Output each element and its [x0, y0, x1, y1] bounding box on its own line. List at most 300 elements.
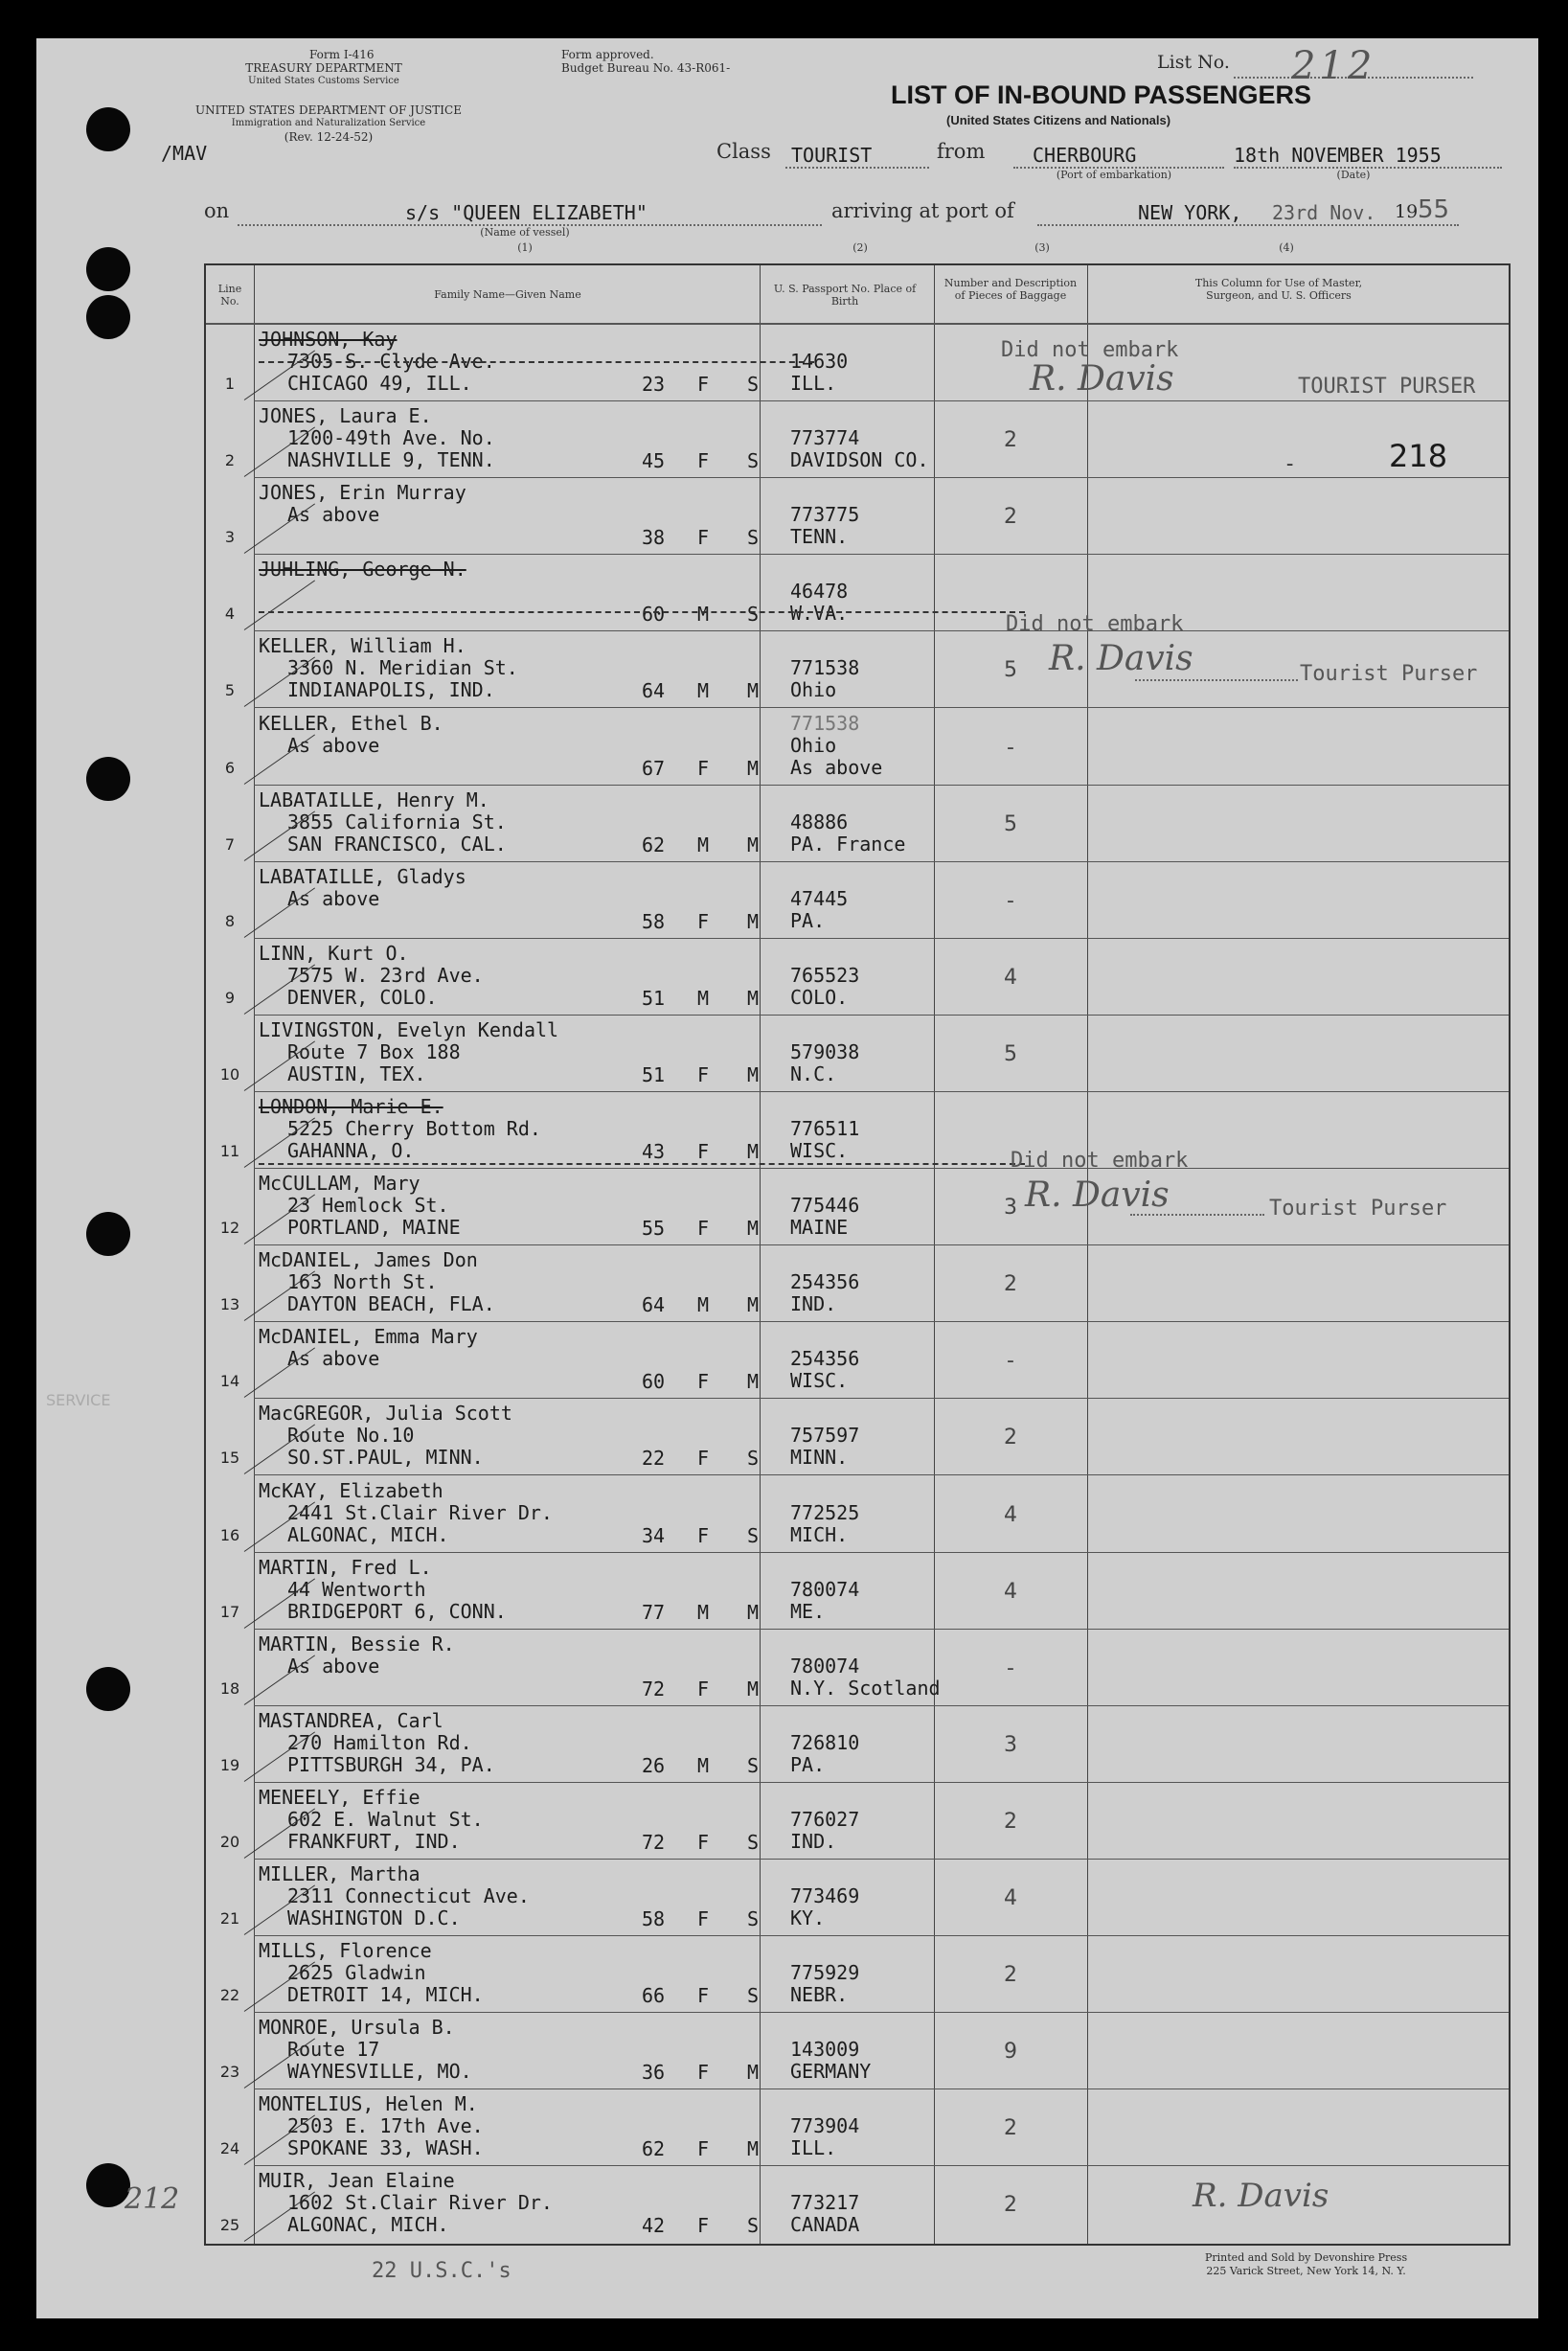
passenger-name-address — [259, 405, 495, 471]
vessel-caption: (Name of vessel) — [480, 226, 570, 239]
marital-status: S — [747, 449, 760, 473]
baggage-count: 2 — [1004, 2116, 1017, 2141]
place-of-birth — [790, 635, 859, 657]
strike-dash-row-11 — [259, 1163, 1025, 1165]
line-number: 15 — [219, 1449, 240, 1468]
age: 77 — [642, 1600, 666, 1624]
passport-number: 48886 — [790, 810, 849, 833]
passport-birthplace — [790, 2170, 859, 2236]
passport-number: 757597 — [790, 1424, 860, 1448]
address-line: As above — [287, 733, 380, 757]
baggage-count: 2 — [1004, 1426, 1017, 1450]
place-of-birth: MINN. — [790, 1446, 849, 1470]
baggage-count: - — [1007, 1655, 1014, 1680]
table-row — [206, 1399, 1509, 1474]
address-line: As above — [287, 1654, 380, 1678]
sex: F — [697, 909, 710, 933]
place-of-birth: DAVIDSON CO. — [790, 448, 929, 472]
line-number: 13 — [219, 1295, 240, 1314]
sex: F — [697, 1907, 710, 1930]
address-line: 5225 Cherry Bottom Rd. — [287, 1117, 541, 1140]
justice-block — [194, 103, 463, 144]
line-number: 9 — [224, 988, 236, 1007]
age: 60 — [642, 1370, 666, 1394]
passenger-name: KELLER, Ethel B. — [259, 711, 443, 735]
age: 72 — [642, 1830, 666, 1854]
form-agency-block — [194, 48, 453, 88]
address-line: 1200-49th Ave. No. — [287, 426, 495, 450]
list-no-label: List No. — [1157, 52, 1230, 73]
address-line: AUSTIN, TEX. — [287, 1061, 426, 1085]
arrival-port-line — [1037, 224, 1459, 226]
from-label: from — [937, 140, 986, 163]
passenger-name: MILLER, Martha — [259, 1862, 420, 1885]
passenger-name: MENEELY, Effie — [259, 1785, 420, 1809]
line-number: 5 — [224, 681, 236, 700]
address-line: BRIDGEPORT 6, CONN. — [287, 1599, 507, 1623]
marital-status: S — [747, 1830, 760, 1854]
passport-birthplace — [790, 2017, 871, 2083]
place-of-birth — [790, 1326, 859, 1348]
marital-status: M — [747, 679, 760, 703]
address-line: As above — [287, 1347, 380, 1371]
place-of-birth — [790, 1403, 859, 1425]
sex: M — [697, 1600, 710, 1624]
passport-number: 254356 — [790, 1270, 860, 1294]
passenger-name: MILLS, Florence — [259, 1939, 432, 1963]
table-row — [206, 1322, 1509, 1398]
place-of-birth: 771538 — [790, 711, 860, 735]
place-of-birth: ILL. — [790, 2136, 837, 2160]
marital-status: S — [747, 526, 760, 550]
line-number: 7 — [224, 834, 236, 854]
purser-row-1: TOURIST PURSER — [1298, 375, 1476, 399]
address-line — [259, 1678, 455, 1700]
baggage-count: - — [1007, 888, 1014, 913]
marital-status: M — [747, 1600, 760, 1624]
baggage-count: 4 — [1004, 965, 1017, 990]
passport-birthplace — [790, 2093, 859, 2159]
place-of-birth: IND. — [790, 1292, 837, 1316]
printer-line-2: 225 Varick Street, New York 14, N. Y. — [1206, 2265, 1406, 2277]
age: 58 — [642, 909, 666, 933]
passport-number: 773904 — [790, 2114, 860, 2138]
sex: M — [697, 833, 710, 856]
place-of-birth: IND. — [790, 1829, 837, 1853]
passenger-name-address — [259, 1173, 461, 1239]
sex: F — [697, 1062, 710, 1086]
passenger-name-address — [259, 1096, 541, 1162]
line-number: 22 — [219, 1986, 240, 2005]
port-caption: (Port of embarkation) — [1056, 169, 1172, 181]
place-of-birth: MICH. — [790, 1522, 849, 1546]
customs-service: United States Customs Service — [248, 76, 399, 86]
sex: F — [697, 2214, 710, 2238]
line-number: 24 — [219, 2139, 240, 2158]
line-number: 3 — [224, 528, 236, 547]
address-line: 2441 St.Clair River Dr. — [287, 1500, 553, 1524]
form-approved: Form approved. — [561, 48, 654, 61]
revision-date: (Rev. 12-24-52) — [284, 130, 374, 144]
age: 62 — [642, 833, 666, 856]
marital-status: S — [747, 1753, 760, 1777]
line-number: 18 — [219, 1678, 240, 1698]
address-line: 602 E. Walnut St. — [287, 1807, 484, 1831]
table-row — [206, 709, 1509, 785]
address-line: WASHINGTON D.C. — [287, 1906, 461, 1929]
baggage-count: 2 — [1004, 428, 1017, 453]
sex: F — [697, 1370, 710, 1394]
sex: M — [697, 679, 710, 703]
sex: M — [697, 603, 710, 627]
punch-hole — [86, 1212, 130, 1256]
marital-status: S — [747, 2214, 760, 2238]
signature-row-1: R. Davis — [1030, 359, 1174, 399]
budget-bureau: Budget Bureau No. 43-R061- — [561, 61, 731, 75]
passport-number: 773774 — [790, 426, 860, 450]
passenger-name: McKAY, Elizabeth — [259, 1478, 443, 1502]
place-of-birth: N.C. — [790, 1061, 837, 1085]
date-caption: (Date) — [1336, 169, 1371, 181]
baggage-count: - — [1007, 1349, 1014, 1374]
address-line: 2625 Gladwin — [287, 1961, 426, 1985]
place-of-birth: COLO. — [790, 985, 849, 1009]
margin-note: 212 — [125, 2182, 180, 2216]
passport-birthplace — [790, 1863, 859, 1929]
did-not-embark-row-1: Did not embark — [1001, 338, 1179, 362]
passenger-name-address — [259, 482, 466, 548]
purser-row-4-dots — [1135, 679, 1298, 681]
signature-row-11: R. Davis — [1025, 1176, 1170, 1215]
sex: F — [697, 1447, 710, 1471]
age: 45 — [642, 449, 666, 473]
marital-status: M — [747, 909, 760, 933]
address-line: 270 Hamilton Rd. — [287, 1730, 472, 1754]
treasury-department: TREASURY DEPARTMENT — [245, 61, 402, 75]
age: 58 — [642, 1907, 666, 1930]
table-row — [206, 862, 1509, 938]
age: 62 — [642, 2137, 666, 2161]
address-line: SO.ST.PAUL, MINN. — [287, 1446, 484, 1470]
address-line: PORTLAND, MAINE — [287, 1216, 461, 1240]
printer-block — [1205, 2251, 1407, 2278]
table-row — [206, 555, 1509, 630]
col-header-name: Family Name—Given Name — [434, 288, 581, 301]
passport-birthplace — [790, 1940, 859, 2006]
passenger-name: LABATAILLE, Gladys — [259, 864, 466, 888]
approval-block — [561, 48, 730, 75]
passenger-name: JONES, Laura E. — [259, 404, 432, 428]
passport-number: Ohio — [790, 733, 837, 757]
class-label: Class — [716, 140, 771, 163]
baggage-count: 9 — [1004, 2040, 1017, 2065]
marital-status: M — [747, 2137, 760, 2161]
passport-number: 14630 — [790, 350, 849, 373]
on-label: on — [204, 199, 230, 222]
place-of-birth: N.Y. Scotland — [790, 1676, 941, 1700]
usc-note: 22 U.S.C.'s — [372, 2259, 511, 2283]
place-of-birth — [790, 1557, 859, 1579]
passenger-name-address — [259, 1633, 455, 1700]
passenger-name-address — [259, 2170, 553, 2236]
place-of-birth: TENN. — [790, 525, 849, 549]
passport-number: 726810 — [790, 1730, 860, 1754]
passport-number: 254356 — [790, 1347, 860, 1371]
passport-birthplace — [790, 866, 848, 932]
line-number: 12 — [219, 1219, 240, 1238]
passport-number: 765523 — [790, 963, 860, 987]
col-num-4: (4) — [1279, 241, 1294, 254]
table-row — [206, 1245, 1509, 1321]
marital-status: M — [747, 1140, 760, 1163]
passport-birthplace — [790, 1633, 941, 1700]
place-of-birth: NEBR. — [790, 1983, 849, 2007]
passport-birthplace — [790, 1557, 859, 1623]
address-line: GAHANNA, O. — [287, 1139, 415, 1162]
passport-number: 776511 — [790, 1117, 860, 1140]
printer-line-1: Printed and Sold by Devonshire Press — [1205, 2251, 1408, 2264]
age: 43 — [642, 1140, 666, 1163]
table-row — [206, 1476, 1509, 1552]
passenger-name: MacGREGOR, Julia Scott — [259, 1402, 512, 1426]
table-row — [206, 1553, 1509, 1629]
punch-hole — [86, 295, 130, 339]
place-of-birth: WISC. — [790, 1369, 849, 1393]
page-title: LIST OF IN-BOUND PASSENGERS — [891, 80, 1312, 109]
manifest-code: /MAV — [161, 142, 208, 165]
sex: F — [697, 2061, 710, 2085]
passenger-name: LONDON, Marie E. — [259, 1095, 443, 1118]
passenger-name: LABATAILLE, Henry M. — [259, 787, 489, 811]
passport-birthplace — [790, 1403, 859, 1469]
sex: F — [697, 1984, 710, 2008]
place-of-birth — [790, 1633, 941, 1655]
address-line — [259, 581, 466, 603]
baggage-count: 3 — [1004, 1732, 1017, 1757]
table-row — [206, 1092, 1509, 1168]
purser-row-4: Tourist Purser — [1300, 662, 1478, 686]
line-number: 4 — [224, 605, 236, 624]
passport-birthplace — [790, 1173, 859, 1239]
baggage-count: 5 — [1004, 1041, 1017, 1066]
passenger-name: McDANIEL, James Don — [259, 1248, 478, 1272]
address-line: ALGONAC, MICH. — [287, 2213, 449, 2237]
punch-hole — [86, 247, 130, 291]
passport-number: 773217 — [790, 2191, 860, 2215]
signature-footer: R. Davis — [1193, 2177, 1329, 2215]
passenger-name-address — [259, 866, 466, 932]
passport-birthplace — [790, 943, 859, 1009]
place-of-birth: KY. — [790, 1906, 826, 1929]
sex: F — [697, 526, 710, 550]
baggage-count: 5 — [1004, 811, 1017, 836]
ins-service: Immigration and Naturalization Service — [231, 118, 426, 128]
punch-hole — [86, 1667, 130, 1711]
passenger-name: JOHNSON, Kay — [259, 328, 398, 351]
marital-status: M — [747, 1293, 760, 1317]
place-of-birth — [790, 2093, 859, 2115]
address-line — [259, 526, 466, 548]
passenger-name-address — [259, 2093, 484, 2159]
col-num-1: (1) — [517, 241, 533, 254]
age: 36 — [642, 2061, 666, 2085]
marital-status: M — [747, 756, 760, 780]
purser-row-11-dots — [1130, 1214, 1264, 1216]
passenger-name: MARTIN, Bessie R. — [259, 1632, 455, 1655]
address-line: SPOKANE 33, WASH. — [287, 2136, 484, 2160]
passenger-name-address — [259, 2017, 472, 2083]
place-of-birth: ME. — [790, 1599, 826, 1623]
address-line: Route No.10 — [287, 1424, 415, 1448]
marital-status: M — [747, 1062, 760, 1086]
baggage-count: - — [1007, 735, 1014, 760]
line-number: 10 — [219, 1064, 240, 1084]
place-of-birth — [790, 482, 859, 504]
line-number: 21 — [219, 1909, 240, 1928]
passport-birthplace — [790, 789, 905, 856]
age: 38 — [642, 526, 666, 550]
place-of-birth: PA. — [790, 1752, 826, 1776]
embarkation-port: CHERBOURG — [1033, 144, 1137, 167]
place-of-birth — [790, 405, 929, 427]
passport-number: 773469 — [790, 1884, 860, 1907]
year-prefix: 19 — [1395, 201, 1419, 222]
list-number: 212 — [1291, 44, 1376, 88]
passport-birthplace — [790, 559, 848, 625]
passenger-name: JONES, Erin Murray — [259, 481, 466, 505]
baggage-count: 2 — [1004, 1963, 1017, 1988]
passport-number: 773775 — [790, 503, 860, 527]
line-number: 25 — [219, 2216, 240, 2235]
arrival-port: NEW YORK, — [1138, 201, 1242, 224]
address-line: 163 North St. — [287, 1270, 438, 1294]
place-of-birth — [790, 1940, 859, 1962]
year-suffix: 55 — [1418, 195, 1450, 224]
place-of-birth — [790, 2017, 871, 2039]
address-line: 44 Wentworth — [287, 1577, 426, 1601]
sex: F — [697, 2137, 710, 2161]
sex: F — [697, 756, 710, 780]
passport-number: 771538 — [790, 656, 860, 680]
passenger-manifest-page — [36, 38, 1538, 2318]
department-of-justice: UNITED STATES DEPARTMENT OF JUSTICE — [195, 103, 462, 117]
address-line: DETROIT 14, MICH. — [287, 1983, 484, 2007]
marital-status: M — [747, 833, 760, 856]
address-line: DENVER, COLO. — [287, 985, 438, 1009]
col-header-officers: This Column for Use of Master, Surgeon, and U. S. Officers — [1194, 277, 1363, 302]
table-row — [206, 1783, 1509, 1859]
table-row — [206, 1630, 1509, 1705]
table-row — [206, 1936, 1509, 2012]
vessel-name: s/s "QUEEN ELIZABETH" — [405, 201, 648, 224]
address-line: CHICAGO 49, ILL. — [287, 372, 472, 395]
marital-status: M — [747, 1677, 760, 1700]
marital-status: M — [747, 2061, 760, 2085]
passenger-name: MARTIN, Fred L. — [259, 1555, 432, 1579]
marital-status: S — [747, 1907, 760, 1930]
purser-row-11: Tourist Purser — [1269, 1197, 1447, 1221]
passport-birthplace — [790, 713, 882, 779]
line-number: 8 — [224, 911, 236, 930]
age: 51 — [642, 986, 666, 1010]
officer-dash: - — [1284, 452, 1297, 476]
address-line: FRANKFURT, IND. — [287, 1829, 461, 1853]
passenger-name: McDANIEL, Emma Mary — [259, 1325, 478, 1349]
table-row — [206, 478, 1509, 554]
marital-status: S — [747, 373, 760, 396]
sex: F — [697, 373, 710, 396]
age: 26 — [642, 1753, 666, 1777]
table-row — [206, 2013, 1509, 2089]
address-line: WAYNESVILLE, MO. — [287, 2060, 472, 2084]
signature-row-4: R. Davis — [1049, 639, 1193, 678]
place-of-birth — [790, 1096, 859, 1118]
marital-status: S — [747, 1523, 760, 1547]
address-line: NASHVILLE 9, TENN. — [287, 448, 495, 472]
passenger-table — [204, 263, 1511, 2246]
passenger-name-address — [259, 1787, 484, 1853]
address-line — [259, 910, 466, 932]
address-line: 3360 N. Meridian St. — [287, 656, 518, 680]
officer-count: 218 — [1389, 438, 1448, 474]
age: 66 — [642, 1984, 666, 2008]
place-of-birth: W.VA. — [790, 602, 849, 626]
address-line: 7305 S. Clyde Ave. — [287, 350, 495, 373]
passport-number: 775929 — [790, 1961, 860, 1985]
passport-number: 775446 — [790, 1194, 860, 1218]
passenger-name-address — [259, 1710, 495, 1776]
baggage-count: 2 — [1004, 1809, 1017, 1834]
place-of-birth: PA. France — [790, 832, 906, 856]
place-of-birth: MAINE — [790, 1216, 849, 1240]
embarkation-date: 18th NOVEMBER 1955 — [1234, 144, 1442, 167]
passenger-name: KELLER, William H. — [259, 634, 466, 658]
line-number: 14 — [219, 1372, 240, 1391]
passenger-name-address — [259, 559, 466, 625]
passenger-name-address — [259, 713, 443, 779]
passport-number: 776027 — [790, 1807, 860, 1831]
col-num-2: (2) — [852, 241, 868, 254]
table-row — [206, 2089, 1509, 2165]
age: 55 — [642, 1217, 666, 1241]
page-subtitle: (United States Citizens and Nationals) — [946, 113, 1171, 127]
address-line: Route 17 — [287, 2038, 380, 2062]
marital-status: M — [747, 1217, 760, 1241]
place-of-birth: PA. — [790, 908, 826, 932]
place-of-birth: CANADA — [790, 2213, 860, 2237]
address-line: 2503 E. 17th Ave. — [287, 2114, 484, 2138]
table-row — [206, 939, 1509, 1015]
table-row — [206, 1706, 1509, 1782]
age: 64 — [642, 679, 666, 703]
sex: F — [697, 1523, 710, 1547]
passenger-name-address — [259, 1019, 558, 1085]
line-number: 1 — [224, 375, 236, 393]
passport-birthplace — [790, 1249, 859, 1315]
passenger-name: LINN, Kurt O. — [259, 941, 409, 965]
address-line — [259, 603, 466, 625]
baggage-count: 4 — [1004, 1579, 1017, 1604]
place-of-birth — [790, 789, 905, 811]
address-line: INDIANAPOLIS, IND. — [287, 678, 495, 702]
address-line: Route 7 Box 188 — [287, 1039, 461, 1063]
passenger-name: MASTANDREA, Carl — [259, 1708, 443, 1732]
place-of-birth — [790, 1480, 859, 1502]
passenger-name-address — [259, 1557, 507, 1623]
place-of-birth — [790, 1710, 859, 1732]
place-of-birth — [790, 329, 848, 351]
place-of-birth — [790, 1863, 859, 1885]
